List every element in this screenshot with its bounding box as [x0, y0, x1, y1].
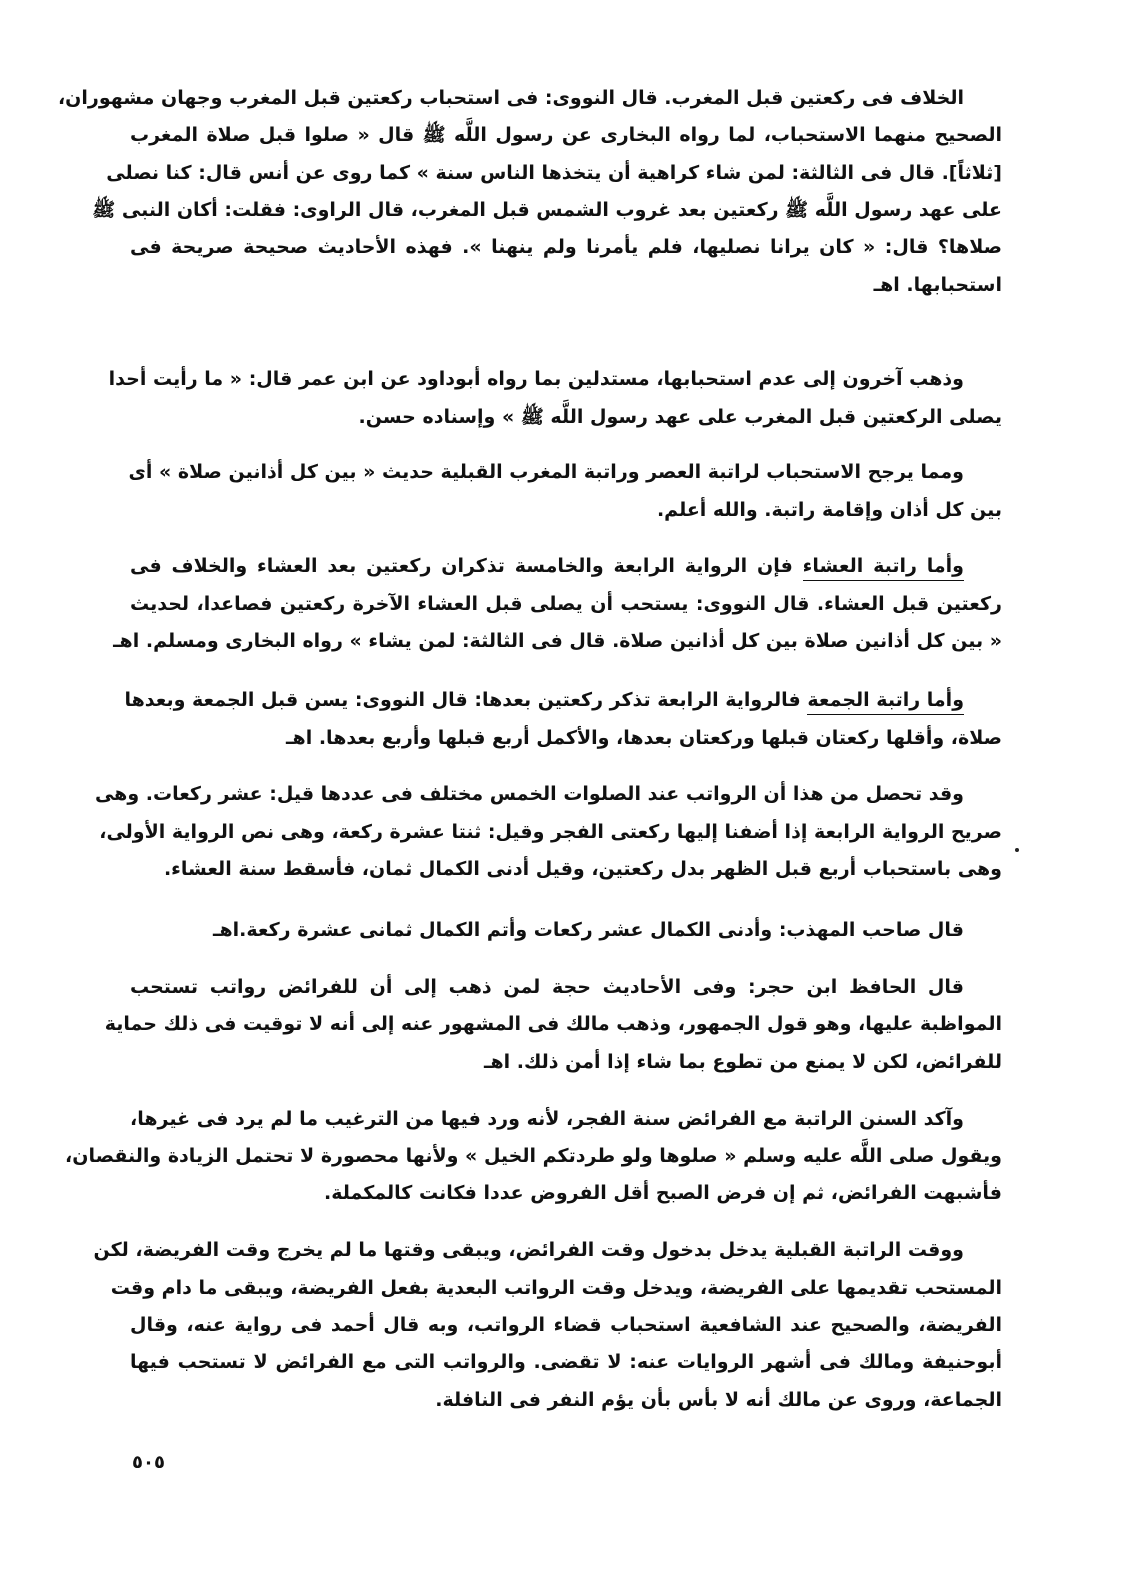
paragraph-9-line-3: فأشبهت الفرائض، ثم إن فرض الصبح أقل الفروض عددا فكانت كالمكملة.: [324, 1182, 1002, 1204]
page-number: ٥٠٥: [132, 1452, 165, 1473]
paragraph-1-line-1: الخلاف فى ركعتين قبل المغرب. قال النووى: فى استحباب ركعتين قبل المغرب وجهان مشهوران،: [57, 87, 964, 109]
paragraph-8-line-3: للفرائض، لكن لا يمنع من تطوع بما شاء إذا أمن ذلك. اهـ: [483, 1051, 1002, 1073]
paragraph-9-line-1: وآكد السنن الراتبة مع الفرائض سنة الفجر، لأنه ورد فيها من الترغيب ما لم يرد فى غيرها،: [130, 1108, 964, 1130]
paragraph-1-line-4: على عهد رسول اللَّه ﷺ ركعتين بعد غروب الشمس قبل المغرب، قال الراوى: فقلت: أكان النبى ﷺ: [92, 199, 1002, 221]
paragraph-6-line-1: وقد تحصل من هذا أن الرواتب عند الصلوات الخمس مختلف فى عددها قيل: عشر ركعات. وهى: [94, 783, 964, 805]
line-text: فإن الرواية الرابعة والخامسة تذكران ركعتين بعد العشاء والخلاف فى: [130, 555, 793, 577]
line-text: فالرواية الرابعة تذكر ركعتين بعدها: قال النووى: يسن قبل الجمعة وبعدها: [124, 689, 801, 711]
paragraph-5-line-1: [124, 686, 1002, 714]
paragraph-8-line-2: المواظبة عليها، وهو قول الجمهور، وذهب مالك فى المشهور عنه إلى أنه لا توقيت فى ذلك حماية: [104, 1013, 1002, 1035]
paragraph-4-line-1: [130, 552, 1002, 580]
paragraph-4-line-3: « بين كل أذانين صلاة بين كل أذانين صلاة. قال فى الثالثة: لمن يشاء » رواه البخارى ومسلم. اهـ: [113, 630, 1002, 652]
paragraph-2-line-1: وذهب آخرون إلى عدم استحبابها، مستدلين بما رواه أبوداود عن ابن عمر قال: « ما رأيت أحدا: [108, 368, 964, 390]
paragraph-2-line-2: يصلى الركعتين قبل المغرب على عهد رسول اللَّه ﷺ » وإسناده حسن.: [358, 406, 1002, 428]
paragraph-5-line-2: صلاة، وأقلها ركعتان قبلها وركعتان بعدها، والأكمل أربع قبلها وأربع بعدها. اهـ: [286, 727, 1002, 749]
paragraph-1-line-3: [ثلاثاً]. قال فى الثالثة: لمن شاء كراهية أن يتخذها الناس سنة » كما روى عن أنس قال: كنا نصلى: [106, 162, 1002, 184]
underlined-heading: وأما راتبة الجمعة: [807, 689, 964, 715]
paragraph-1-line-6: استحبابها. اهـ: [873, 274, 1002, 296]
paragraph-10-line-2: المستحب تقديمها على الفريضة، ويدخل وقت الرواتب البعدية بفعل الفريضة، ويبقى ما دام وقت: [110, 1277, 1002, 1299]
paragraph-10-line-4: أبوحنيفة ومالك فى أشهر الروايات عنه: لا تقضى. والرواتب التى مع الفرائض لا تستحب فيها: [130, 1351, 1002, 1373]
paragraph-3-line-1: ومما يرجح الاستحباب لراتبة العصر وراتبة المغرب القبلية حديث « بين كل أذانين صلاة » أى: [128, 461, 964, 483]
paragraph-6-line-2: صريح الرواية الرابعة إذا أضفنا إليها ركعتى الفجر وقيل: ثنتا عشرة ركعة، وهى نص الرواية الأولى،: [99, 821, 1002, 843]
paragraph-7-line-1: قال صاحب المهذب: وأدنى الكمال عشر ركعات وأتم الكمال ثمانى عشرة ركعة.اهـ: [212, 919, 964, 941]
paragraph-6-line-3: وهى باستحباب أربع قبل الظهر بدل ركعتين، وقيل أدنى الكمال ثمان، فأسقط سنة العشاء.: [163, 858, 1002, 880]
paragraph-9-line-2: ويقول صلى اللَّه عليه وسلم « صلوها ولو طردتكم الخيل » ولأنها محصورة لا تحتمل الزيادة والنقصان،: [65, 1145, 1002, 1167]
paragraph-8-line-1: قال الحافظ ابن حجر: وفى الأحاديث حجة لمن ذهب إلى أن للفرائض رواتب تستحب: [130, 976, 964, 998]
paragraph-3-line-2: بين كل أذان وإقامة راتبة. والله أعلم.: [656, 499, 1002, 521]
paragraph-1-line-2: الصحيح منهما الاستحباب، لما رواه البخارى عن رسول اللَّه ﷺ قال « صلوا قبل صلاة المغرب: [130, 124, 1002, 146]
paragraph-10-line-1: ووقت الراتبة القبلية يدخل بدخول وقت الفرائض، ويبقى وقتها ما لم يخرج وقت الفريضة، لكن: [93, 1239, 964, 1261]
stray-mark: [1015, 848, 1019, 852]
paragraph-1-line-5: صلاها؟ قال: « كان يرانا نصليها، فلم يأمرنا ولم ينهنا ». فهذه الأحاديث صحيحة صريحة فى: [130, 236, 1002, 258]
paragraph-4-line-2: ركعتين قبل العشاء. قال النووى: يستحب أن يصلى قبل العشاء الآخرة ركعتين فصاعدا، لحديث: [130, 593, 1002, 615]
paragraph-10-line-3: الفريضة، والصحيح عند الشافعية استحباب قضاء الرواتب، وبه قال أحمد فى رواية عنه، وقال: [130, 1314, 1002, 1336]
underlined-heading: وأما راتبة العشاء: [803, 555, 964, 581]
paragraph-10-line-5: الجماعة، وروى عن مالك أنه لا بأس بأن يؤم النفر فى النافلة.: [435, 1389, 1002, 1411]
